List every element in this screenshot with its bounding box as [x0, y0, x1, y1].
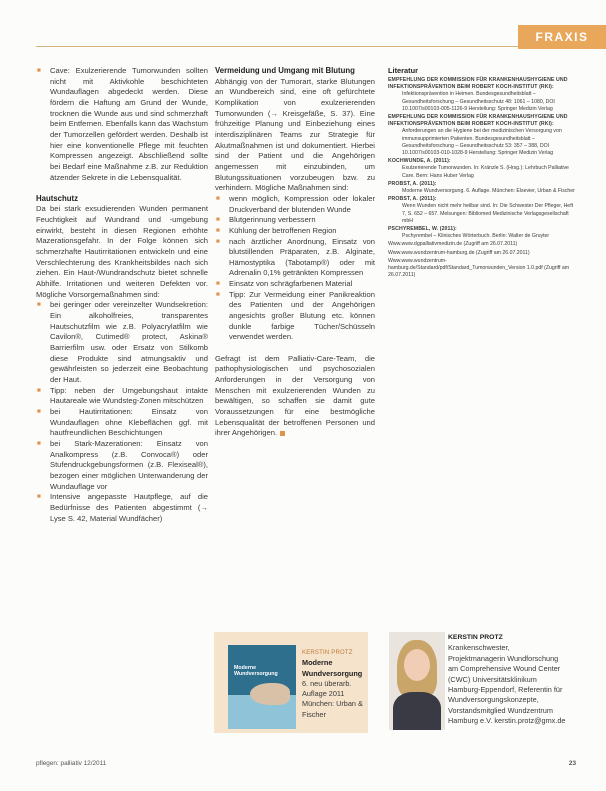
author-bio [448, 633, 568, 727]
book-text [302, 648, 366, 720]
list-item [215, 226, 375, 237]
reference-list [388, 77, 578, 240]
author-name: KERSTIN PROTZ [448, 634, 503, 641]
book-box [214, 632, 368, 733]
heading-blutung: Vermeidung und Umgang mit Blutung [215, 66, 355, 75]
reference-details: Infektionsprävention in Heimen. Bundesgesundheitsblatt – Gesundheitsforschung – Gesundheitsschutz 48: 1061 – 1080, DOI 10.1007/s00103-005-1126-9 Herstellung: Springer Medizin Verlag [402, 91, 555, 112]
book-cover-title: Moderne Wundversorgung [234, 665, 278, 677]
column-3-literature [388, 66, 578, 279]
book-details: 6. neu überarb. Auflage 2011 München: Urban & Fischer [302, 678, 363, 719]
list-item [36, 439, 208, 492]
paragraph-hautschutz: Da bei stark exsudierenden Wunden permanent Feuchtigkeit auf Wundrand und -umgebung einwirkt, besteht in diesen Regionen erhöhte Mazerationsgefahr. In der Folge können sich schmerzhafte Hautirritationen entwickeln und eine Verschlechterung des Krankheitsbildes nach sich ziehen. Ein Haut-/Wundrandschutz bietet schnelle Abhilfe. Irritationen und weiteren Defekten vor. Mögliche Vorsorgemaßnahmen sind: [36, 204, 208, 299]
bullet-icon: ■ [37, 67, 41, 74]
reference-item [388, 158, 578, 180]
list-item [215, 279, 375, 290]
list-item-text: Tipp: neben der Umgebungshaut intakte Hautareale wie Wundsteg-Zonen mitschützen [50, 385, 208, 406]
author-photo [389, 632, 445, 730]
book-author: KERSTIN PROTZ [302, 650, 353, 656]
list-item-text: Tipp: Zur Vermeidung einer Panikreaktion des Patienten und der Angehörigen angesichts großer Blutung etc. können dunkle farbige Tücher/Schüsseln verwendet werden. [229, 289, 375, 342]
list-item-text: Cave: Exulzerierende Tumorwunden sollten nicht mit Aktivkohle beschichteten Wundauflagen abgedeckt werden. Diese fördern die Haftung am Grund der Wunde, trocknen die Wunde aus und sind schmerzhaft beim Entfernen. Ebenfalls kann das Wachstum der Tumorzellen gefördert werden. Deshalb ist hier eine konventionelle Pflege mit feuchten Kompressen angezeigt. Abschließend sollte bei Bedarf eine Maßnahme z.B. zur Reduktion ätzender Sekrete in die Lebensqualität. [50, 66, 208, 182]
list-item-text: nach ärztlicher Anordnung, Einsatz von blutstillenden Präparaten, z.B. Alginate, Hämostyptika (Tabotamp®) oder mit Adrenalin 0,1% getränkten Kompressen [229, 236, 375, 278]
heading-literatur: Literatur [388, 66, 418, 75]
reference-item [388, 226, 578, 240]
section-tab [518, 25, 606, 49]
page-number: 23 [568, 760, 576, 767]
photo-body [393, 692, 441, 730]
list-item [215, 215, 375, 226]
bullet-icon: ■ [37, 407, 41, 415]
bullet-icon: ■ [216, 280, 220, 288]
bullet-icon: ■ [216, 226, 220, 234]
end-mark-icon [280, 431, 285, 436]
footer-journal: pflegen: palliativ 12/2011 [36, 760, 107, 767]
bullet-icon: ■ [216, 290, 220, 298]
bullet-icon: ■ [37, 439, 41, 447]
list-item-text: Blutgerinnung verbessern [229, 215, 316, 225]
reference-author: PROBST, A. (2011): [388, 196, 437, 203]
reference-author: PSCHYREMBEL, W. (2011): [388, 226, 457, 233]
list-item [36, 300, 208, 385]
list-item-text: bei geringer oder vereinzelter Wundsekretion: Ein alkoholfreies, transparentes Hautschutzfilm wie z.B. Polyacrylatfilm wie Cavilon®, Cutimed® protect, Askina® Barrierfilm usw. oder Ersatz von Stilkomb diese Produkte sind atmungsaktiv und gewährleisten so jederzeit eine Beobachtung der Haut. [50, 300, 208, 384]
list-item [36, 386, 208, 407]
reference-author: EMPFEHLUNG DER KOMMISSION FÜR KRANKENHAUSHYGIENE UND INFEKTIONSPRÄVENTION BEIM ROBERT KOCH-INSTITUT (RKI): [388, 114, 568, 128]
list-item-text: wenn möglich, Kompression oder lokaler Druckverband der blutenden Wunde [229, 193, 375, 214]
section-tab-label: FRAXIS [535, 30, 589, 44]
column-1 [36, 66, 208, 524]
bullet-icon: ■ [37, 301, 41, 309]
reference-details: Moderne Wundversorgung. 6. Auflage. München: Elsevier, Urban & Fischer [402, 188, 575, 195]
reference-details: Wenn Wunden nicht mehr heilbar sind. In: Die Schwester Der Pfleger, Heft 7, S. 652 – 657. Melsungen: Bibliomed Medizinische Verlagsgesellschaft mbH [402, 203, 574, 224]
reference-item [388, 181, 578, 195]
list-item [215, 237, 375, 280]
reference-author: EMPFEHLUNG DER KOMMISSION FÜR KRANKENHAUSHYGIENE UND INFEKTIONSPRÄVENTION BEIM ROBERT KOCH-INSTITUT (RKI): [388, 77, 568, 91]
paragraph-blutung: Abhängig von der Tumorart, starke Blutungen an Wundbereich sind, eine oft gefürchtete Komplikation von exulzerierenden Tumorwunden (→ Kreisgefäße, S. 37). Eine frühzeitige Planung und Einbeziehung eines interdisziplinären Teams zur Strategie für Akutmaßnahmen ist und dokumentiert. Hierbei sind der Patient und die Angehörigen angemessen mit einzubinden, um Blutungssituationen vorzubeugen bzw. zu verhindern. Mögliche Maßnahmen sind: [215, 76, 375, 193]
reference-details: Exulzerierende Tumorwunden. In: Kränzle S. (Hrsg.): Lehrbuch Palliative Care. Bern: Hans Huber Verlag [402, 165, 569, 179]
bullet-icon: ■ [216, 194, 220, 202]
list-item [215, 194, 375, 215]
book-title: Moderne Wundversorgung [302, 658, 363, 678]
bullet-icon: ■ [216, 237, 220, 245]
web-reference-item: Www.www.wundzentrum-hamburg.de/Standard/pdf/Standard_Tumorwunden_Version 1.0.pdf (Zugriff am 26.07.2011) [388, 257, 570, 279]
reference-details: Anforderungen an die Hygiene bei der medizinischen Versorgung von immunsupprimierten Patienten. Bundesgesundheitsblatt – Gesundheitsforschung – Gesundheitsschutz 53: 357 – 388, DOI 10.1007/s00103-010-1028-9 Herstellung: Springer Medizin Verlag [402, 128, 562, 157]
column-2 [215, 66, 375, 439]
reference-author: PROBST, A. (2011): [388, 180, 437, 187]
reference-item [388, 77, 578, 113]
list-item-text: bei Hautirritationen: Einsatz von Wundauflagen ohne Klebeflächen ggf. mit hautfreundlichen Beschichtungen [50, 406, 208, 438]
list-item-text: Intensive angepasste Hautpflege, auf die Bedürfnisse des Patienten abgestimmt (→ Lyse S. 42, Material Wundfächer) [50, 492, 208, 523]
heading-hautschutz: Hautschutz [36, 193, 79, 203]
list-item [36, 66, 208, 183]
header-rule [36, 46, 518, 47]
list-item [215, 290, 375, 343]
book-cover [228, 645, 296, 729]
web-reference-list [388, 241, 578, 279]
reference-item [388, 114, 578, 157]
bullet-icon: ■ [216, 216, 220, 224]
list-item-text: Kühlung der betroffenen Region [229, 225, 337, 235]
web-reference-item: Www.www.dgpalliativmedizin.de (Zugriff am 26.07.2011) [388, 241, 518, 248]
reference-author: KOCHWUNDE, A. (2011): [388, 158, 451, 165]
list-item [36, 407, 208, 439]
cover-hand-image [250, 683, 290, 705]
bullet-icon: ■ [37, 493, 41, 501]
paragraph-closing [215, 354, 375, 439]
list-item-text: bei Stark-Mazerationen: Einsatz von Analkompress (z.B. Convoca®) oder Stufendruckgebungsformen (z.B. Flexiseal®), bezogen einer möglichen Unterwanderung der Wundauflage vor [50, 438, 208, 491]
reference-item [388, 196, 578, 225]
list-item [36, 492, 208, 524]
closing-text: Gefragt ist dem Palliativ-Care-Team, die pathophysiologischen und psychosozialen Anforderungen in der Versorgung von Menschen mit exulzerierenden Wunden zu bewältigen, so schaffen sie damit gute Voraussetzungen für eine bestmögliche Lebensqualität der betroffenen Personen und ihrer Angehörigen. [215, 353, 375, 438]
reference-details: Pschyrembel – Klinisches Wörterbuch. Berlin: Walter de Gruyter [402, 233, 550, 240]
photo-face [404, 649, 430, 681]
bullet-icon: ■ [37, 386, 41, 394]
author-description: Krankenschwester, Projektmanagerin Wundforschung am Comprehensive Wound Center (CWC) Universitätsklinikum Hamburg-Eppendorf, Referentin für Wundversorgungskonzepte, Vorstandsmitglied Wundzentrum Hamburg e.V. kerstin.protz@gmx.de [448, 643, 566, 726]
web-reference-item: Www.www.wundzentrum-hamburg.de (Zugriff am 26.07.2011) [388, 249, 530, 256]
list-item-text: Einsatz von schrägfarbenen Material [229, 279, 353, 289]
